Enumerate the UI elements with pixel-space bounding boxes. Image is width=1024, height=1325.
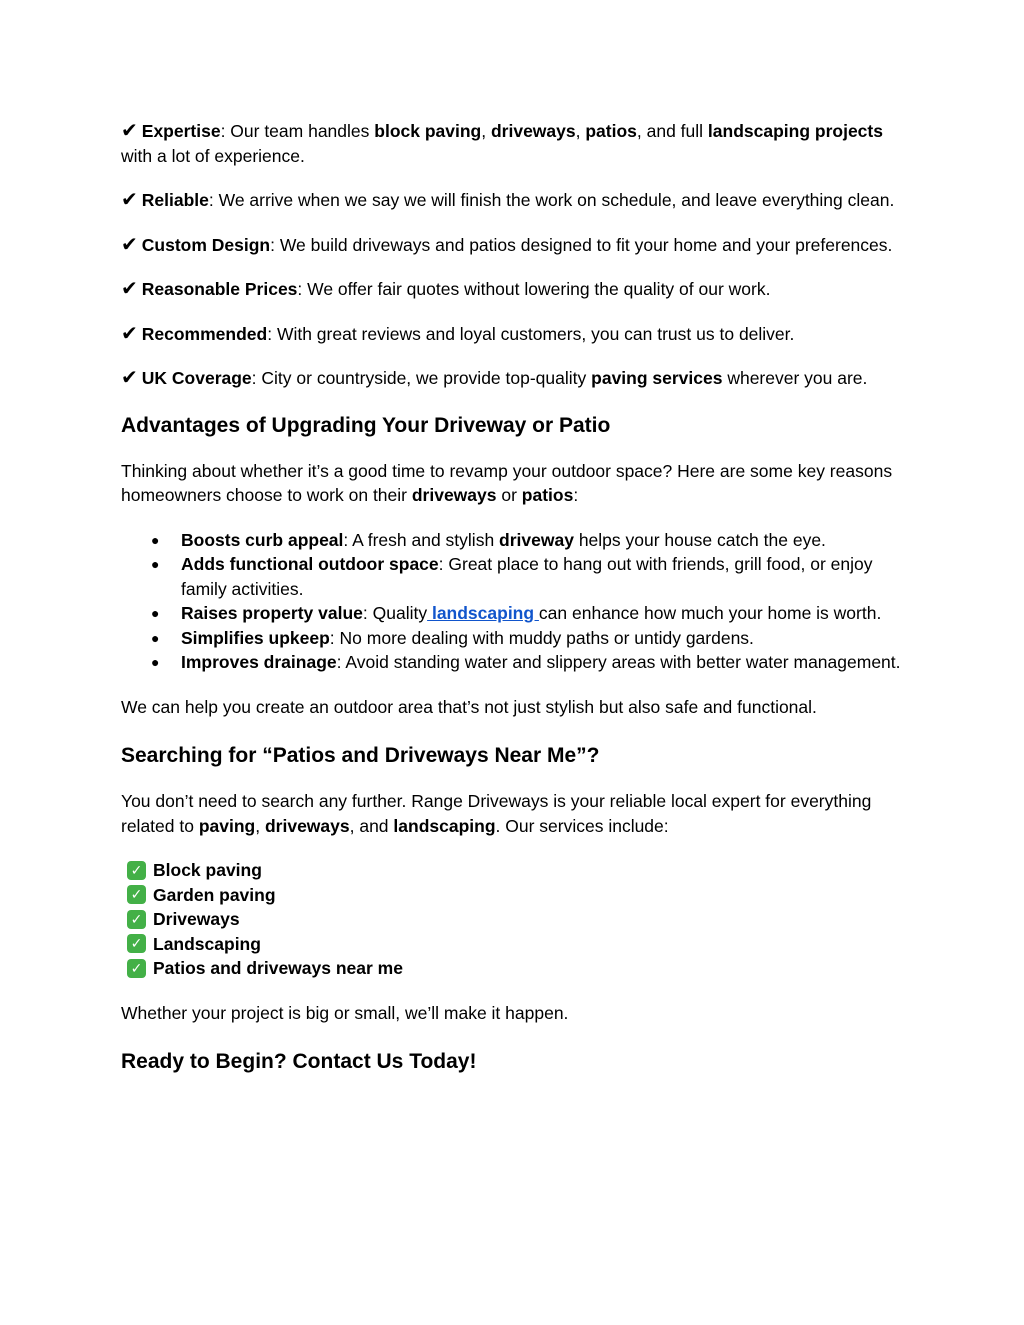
check-mark-icon: ✓ [127,861,146,880]
search-closing: Whether your project is big or small, we’ll make it happen. [121,1002,569,1023]
feature-title: Reasonable Prices [141,279,298,299]
services-list [121,858,901,981]
check-icon: ✔ [121,278,138,300]
advantages-heading: Advantages of Upgrading Your Driveway or Patio [121,413,611,437]
list-item: ● Raises property value: Quality landscaping can enhance how much your home is worth. [181,601,901,626]
list-item: ● Adds functional outdoor space: Great place to hang out with friends, grill food, or enjoy family activities. [181,552,901,601]
advantages-intro: Thinking about whether it’s a good time to revamp your outdoor space? Here are some key reasons homeowners choose to work on their driveways or patios: [121,460,893,505]
landscaping-link[interactable]: landscaping [427,603,539,623]
check-icon: ✔ [121,367,138,389]
advantages-closing: We can help you create an outdoor area that’s not just stylish but also safe and functional. [121,696,817,717]
feature-title: Reliable [141,190,209,210]
check-icon: ✔ [121,322,138,345]
feature-title: Expertise [141,121,221,141]
list-item: ● Simplifies upkeep: No more dealing with muddy paths or untidy gardens. [181,626,901,651]
feature-reliable: ✔ Reliable: We arrive when we say we will finish the work on schedule, and leave everything clean. [121,189,895,211]
check-icon: ✔ [121,189,138,211]
check-icon: ✔ [121,233,138,256]
check-mark-icon: ✓ [127,885,146,904]
feature-title: Custom Design [141,234,271,255]
list-item: ✓ Block paving [121,858,901,883]
search-heading: Searching for “Patios and Driveways Near Me”? [121,744,600,767]
search-intro: You don’t need to search any further. Range Driveways is your reliable local expert for everything related to paving, driveways, and landscaping. Our services include: [121,791,872,836]
advantages-list [121,528,901,675]
list-item: ● Improves drainage: Avoid standing water and slippery areas with better water management. [181,650,901,675]
list-item: ✓ Patios and driveways near me [121,956,901,981]
feature-custom-design: ✔ Custom Design: We build driveways and patios designed to fit your home and your preferences. [121,233,893,256]
list-item: ✓ Driveways [121,907,901,932]
check-icon: ✔ [121,120,138,142]
list-item: ✓ Landscaping [121,932,901,957]
cta-heading: Ready to Begin? Contact Us Today! [121,1050,477,1073]
feature-uk-coverage: ✔ UK Coverage: City or countryside, we provide top-quality paving services wherever you are. [121,367,868,389]
check-mark-icon: ✓ [127,959,146,978]
list-item: ✓ Garden paving [121,883,901,908]
check-mark-icon: ✓ [127,910,146,929]
list-item: ● Boosts curb appeal: A fresh and stylish driveway helps your house catch the eye. [181,528,901,553]
feature-title: UK Coverage [141,368,252,388]
feature-reasonable-prices: ✔ Reasonable Prices: We offer fair quotes without lowering the quality of our work. [121,278,771,300]
feature-title: Recommended [141,323,268,344]
document-page [121,119,901,1077]
feature-expertise: ✔ Expertise: Our team handles block paving, driveways, patios, and full landscaping projects with a lot of experience. [121,120,883,166]
check-mark-icon: ✓ [127,934,146,953]
feature-recommended: ✔ Recommended: With great reviews and loyal customers, you can trust us to deliver. [121,322,795,345]
